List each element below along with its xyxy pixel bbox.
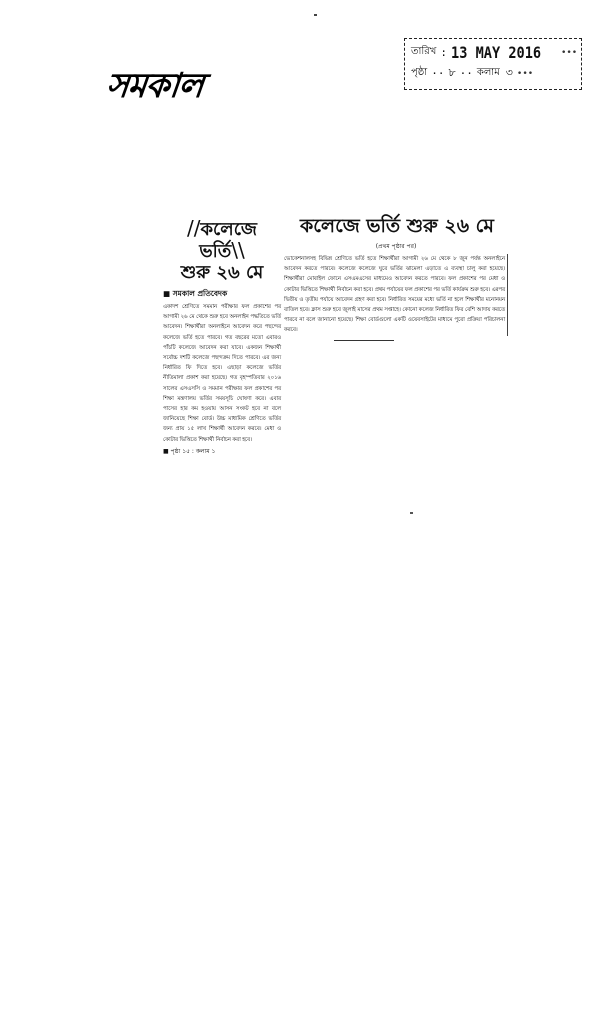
right-article-headline: কলেজে ভর্তি শুরু ২৬ মে: [300, 215, 494, 237]
print-speck: [410, 512, 413, 514]
page-value: ৮: [448, 66, 456, 79]
article-end-rule: [334, 340, 394, 341]
right-article-continued: (প্রথম পৃষ্ঠার পর): [375, 243, 417, 250]
left-article: [163, 218, 281, 457]
clipping-date-stamp: তারিখ : 13 MAY 2016 ••• পৃষ্ঠা ·· ৮ ·· কলাম ৩ •••: [404, 38, 582, 90]
column-value: ৩: [505, 66, 513, 79]
newspaper-masthead: সমকাল: [104, 66, 205, 106]
page-label: পৃষ্ঠা: [411, 67, 428, 78]
date-value: 13 MAY 2016: [450, 43, 542, 62]
left-article-body: একাদশ শ্রেণিতে সমমান পরীক্ষার ফল প্রকাশের পর আগামী ২৬ মে থেকে শুরু হবে অনলাইন পদ্ধতিতে ভর্তি আবেদন। শিক্ষার্থীরা অনলাইনে আবেদন করে পছন্দের কলেজে ভর্তি হতে পারবে। গত বছরের মতো এবারও পাঁচটি কলেজে আবেদন করা যাবে। একজন শিক্ষার্থী সর্বোচ্চ দশটি কলেজে পছন্দক্রম দিতে পারবে। এর জন্য নির্ধারিত ফি দিতে হবে। এছাড়া কলেজে ভর্তির নীতিমালা প্রকাশ করা হয়েছে। গত বৃহস্পতিবার ২০১৬ সালের এসএসসি ও সমমান পরীক্ষার ফল প্রকাশের পর শিক্ষা মন্ত্রণালয় ভর্তির সময়সূচি ঘোষণা করে। এবার পাসের হার কম হওয়ায় আসন সংকট হবে না বলে জানিয়েছে শিক্ষা বোর্ড। উচ্চ মাধ্যমিক শ্রেণিতে ভর্তির জন্য প্রায় ১৫ লাখ শিক্ষার্থী আবেদন করবে। মেধা ও কোটার ভিত্তিতে শিক্ষার্থী নির্বাচন করা হবে।: [163, 304, 281, 443]
left-article-byline: ■ সমকাল প্রতিবেদক: [163, 289, 228, 298]
column-label: কলাম: [476, 67, 500, 78]
date-label: তারিখ: [411, 46, 437, 57]
right-article-body: ভোকেশনালসহ বিভিন্ন শ্রেণিতে ভর্তি হতে শিক্ষার্থীরা আগামী ২৬ মে থেকে ৮ জুন পর্যন্ত অনলাইনে আবেদন করতে পারবে। কলেজে কলেজে ঘুরে ভর্তির ঝামেলা এড়াতে এ ব্যবস্থা চালু করা হয়েছে। শিক্ষার্থীরা মোবাইল ফোনে এসএমএসের মাধ্যমেও আবেদন করতে পারবে। ফল প্রকাশের পর মেধা ও কোটার ভিত্তিতে শিক্ষার্থী নির্বাচন করা হবে। প্রথম পর্যায়ের ফল প্রকাশের পর ভর্তি কার্যক্রম শুরু হবে। এরপর দ্বিতীয় ও তৃতীয় পর্যায়ে আবেদন গ্রহণ করা হবে। নির্ধারিত সময়ের মধ্যে ভর্তি না হলে শিক্ষার্থীর মনোনয়ন বাতিল হবে। ক্লাস শুরু হবে জুলাই মাসের প্রথম সপ্তাহে। কোনো কলেজ নির্ধারিত ফির বেশি আদায় করতে পারবে না বলে জানানো হয়েছে। শিক্ষা বোর্ডগুলো একটি ওয়েবসাইটের মাধ্যমে পুরো প্রক্রিয়া পরিচালনা করবে।: [284, 254, 508, 336]
print-speck: [314, 14, 317, 16]
left-article-jump: ■ পৃষ্ঠা ১৫ : কলাম ১: [163, 447, 216, 455]
left-article-headline: //কলেজে ভর্তি\\ শুরু ২৬ মে: [180, 216, 264, 283]
right-article: [284, 214, 508, 341]
